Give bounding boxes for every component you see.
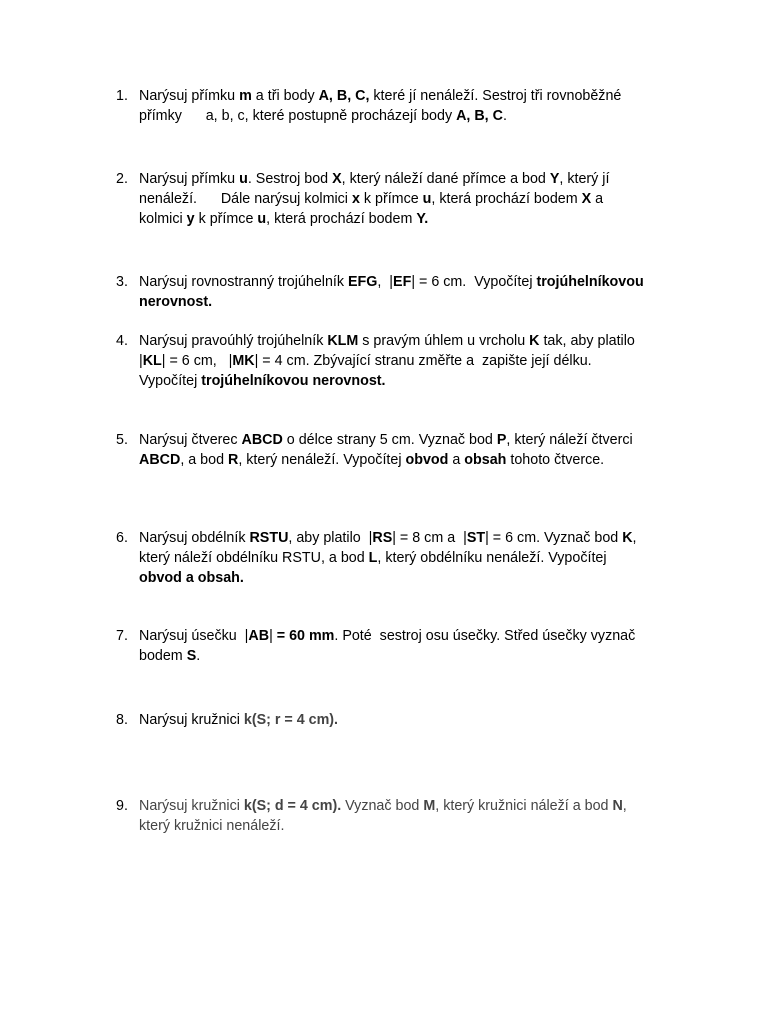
text-run: , který jí [559,171,610,187]
bold-term: trojúhelníkovou nerovnost. [201,373,386,389]
text-run: a tři body [251,88,319,104]
task-line [139,189,679,209]
bold-term: M [423,798,436,814]
bold-term: A, B, C [456,108,503,124]
text-run: . Poté sestroj osu úsečky. Střed úsečky vyznač [334,628,636,644]
task-number: 5. [116,432,128,448]
text-run: | = 4 cm. Zbývající stranu změřte a zapište její délku. [254,353,592,369]
text-run: , který náleží čtverci [506,432,633,448]
task-line [139,430,679,450]
text-run: Narýsuj přímku [139,171,240,187]
text-run: k přímce [194,211,258,227]
text-run: | [269,628,277,644]
task-line [139,528,679,548]
bold-term: k(S; r = 4 cm). [243,712,339,728]
bold-term: nerovnost. [139,294,213,310]
bold-term: obvod a obsah. [139,570,244,586]
task-line [139,209,679,229]
task-number: 2. [116,171,128,187]
text-run: Narýsuj obdélník [139,530,250,546]
task-line [139,626,679,646]
text-run: , která prochází bodem [266,211,417,227]
bold-term: obsah [464,452,507,468]
text-run: , který nenáleží. Vypočítej [238,452,406,468]
bold-term: y [186,211,195,227]
text-run: , která prochází bodem [431,191,582,207]
text-run: a [448,452,465,468]
text-run: | [139,353,143,369]
text-run: , který náleží dané přímce a bod [341,171,550,187]
bold-term: u [422,191,432,207]
bold-term: MK [232,353,255,369]
task-text [139,528,679,588]
bold-term: K [622,530,633,546]
task-text [139,272,679,312]
bold-term: ABCD [139,452,181,468]
text-run: který kružnici nenáleží. [139,818,285,834]
text-run: . Sestroj bod [247,171,333,187]
bold-term: Y [549,171,560,187]
bold-term: EFG [348,274,378,290]
bold-term: m [239,88,252,104]
text-run: s pravým úhlem u vrcholu [358,333,530,349]
text-run: , který obdélníku nenáleží. Vypočítej [377,550,607,566]
text-run: Vyznač bod [341,798,424,814]
text-run: kolmici [139,211,187,227]
task-text [139,86,679,126]
text-run: Narýsuj rovnostranný trojúhelník [139,274,348,290]
task-line [139,816,679,836]
task-line [139,568,679,588]
bold-term: u [239,171,248,187]
text-run: , | [377,274,394,290]
bold-term: ST [466,530,486,546]
bold-term: ABCD [241,432,283,448]
bold-term: obvod [405,452,449,468]
task-text [139,169,679,229]
text-run: , který kružnici náleží a bod [435,798,613,814]
task-line [139,646,679,666]
bold-term: trojúhelníkovou [536,274,644,290]
text-run: , aby platilo | [288,530,373,546]
text-run: | = 6 cm. Vypočítej [411,274,537,290]
text-run: o délce strany 5 cm. Vyznač bod [282,432,497,448]
text-run: | = 6 cm. Vyznač bod [485,530,623,546]
bold-term: X [332,171,342,187]
task-text [139,710,679,730]
text-run: , [632,530,637,546]
task-line [139,371,679,391]
task-number: 7. [116,628,128,644]
task-text [139,430,679,470]
bold-term: Y. [416,211,429,227]
text-run: které jí nenáleží. Sestroj tři rovnoběžné [369,88,622,104]
text-run: nenáleží. Dále narýsuj kolmici [139,191,352,207]
bold-term: K [529,333,540,349]
bold-term: KLM [327,333,359,349]
bold-term: u [257,211,267,227]
bold-term: = 60 mm [276,628,335,644]
task-line [139,272,679,292]
text-run: přímky a, b, c, které postupně procházejí body [139,108,457,124]
text-run: , a bod [180,452,229,468]
bold-term: AB [248,628,270,644]
bold-term: KL [142,353,162,369]
text-run: | = 8 cm a | [392,530,467,546]
text-run: | = 6 cm, | [161,353,233,369]
task-line [139,548,679,568]
text-run: , [622,798,627,814]
task-line [139,351,679,371]
bold-term: k(S; d = 4 cm). [243,798,342,814]
task-line [139,86,679,106]
text-run: a [591,191,604,207]
text-run: Narýsuj přímku [139,88,240,104]
text-run: Narýsuj kružnici [139,712,244,728]
text-run: který náleží obdélníku RSTU, a bod [139,550,369,566]
text-run: tak, aby platilo [539,333,635,349]
text-run: Narýsuj úsečku | [139,628,249,644]
task-number: 3. [116,274,128,290]
text-run: Narýsuj kružnici [139,798,244,814]
task-number: 4. [116,333,128,349]
task-number: 8. [116,712,128,728]
task-line [139,450,679,470]
bold-term: A, B, C, [318,88,370,104]
task-text [139,796,679,836]
task-line [139,796,679,816]
text-run: . [502,108,507,124]
task-text [139,626,679,666]
bold-term: P [496,432,507,448]
task-number: 6. [116,530,128,546]
bold-term: S [186,648,197,664]
bold-term: RS [372,530,393,546]
bold-term: X [581,191,592,207]
text-run: bodem [139,648,187,664]
bold-term: x [351,191,360,207]
task-line [139,169,679,189]
task-number: 9. [116,798,128,814]
task-line [139,331,679,351]
bold-term: L [368,550,378,566]
bold-term: N [612,798,623,814]
text-run: Narýsuj čtverec [139,432,242,448]
bold-term: EF [393,274,412,290]
text-run: Vypočítej [139,373,202,389]
task-line [139,710,679,730]
task-line [139,292,679,312]
bold-term: R [228,452,239,468]
task-text [139,331,679,391]
text-run: k přímce [359,191,423,207]
bold-term: RSTU [249,530,289,546]
task-line [139,106,679,126]
task-number: 1. [116,88,128,104]
text-run: . [196,648,201,664]
text-run: tohoto čtverce. [506,452,605,468]
text-run: Narýsuj pravoúhlý trojúhelník [139,333,328,349]
